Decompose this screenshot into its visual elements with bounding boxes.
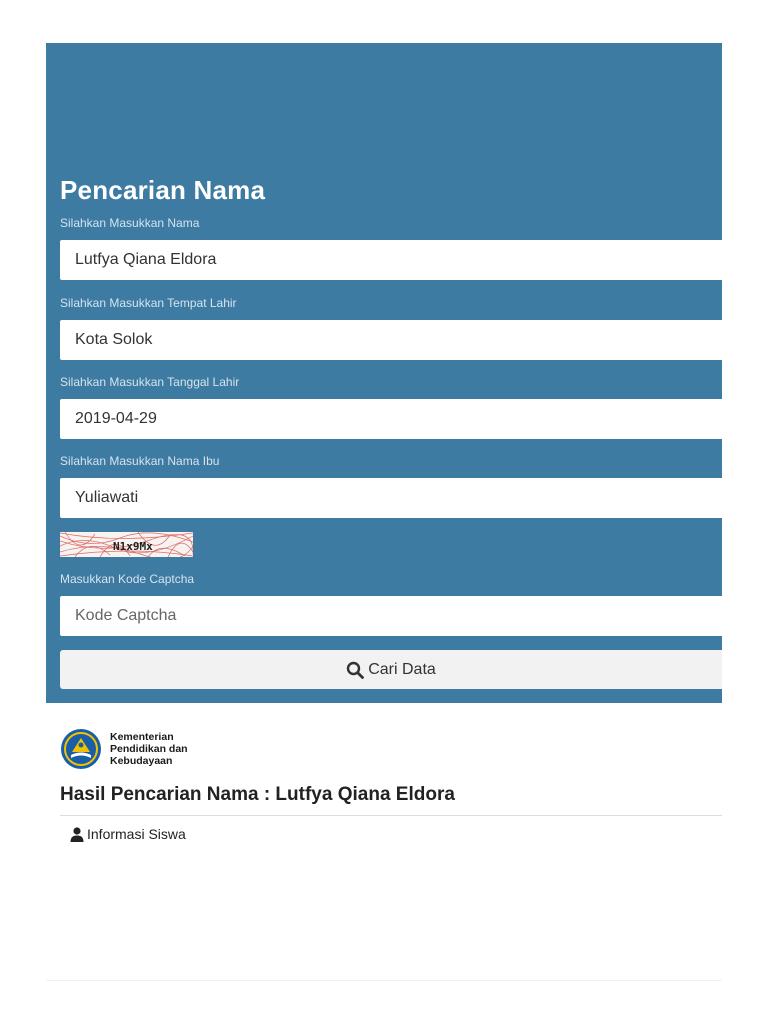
tab-label: Informasi Siswa	[87, 826, 186, 842]
footer-divider	[46, 980, 722, 981]
mother-name-input[interactable]	[60, 478, 722, 518]
captcha-text: N1x9Mx	[113, 540, 153, 553]
birthplace-label: Silahkan Masukkan Tempat Lahir	[60, 296, 237, 310]
result-title: Hasil Pencarian Nama : Lutfya Qiana Eldora	[60, 784, 455, 805]
ministry-name-line: Kementerian	[110, 731, 174, 743]
name-input[interactable]	[60, 240, 722, 280]
captcha-label: Masukkan Kode Captcha	[60, 572, 195, 586]
birthplace-input[interactable]	[60, 320, 722, 360]
user-icon	[70, 827, 84, 842]
ministry-name-line: Pendidikan dan	[110, 743, 188, 755]
captcha-image	[60, 532, 193, 557]
ministry-logo	[60, 728, 200, 770]
mother-name-label: Silahkan Masukkan Nama Ibu	[60, 454, 220, 468]
birthdate-input[interactable]	[60, 399, 722, 439]
search-button-label: Cari Data	[368, 660, 436, 678]
name-label: Silahkan Masukkan Nama	[60, 216, 200, 230]
kemendikbud-logo-icon	[60, 728, 102, 770]
birthdate-label: Silahkan Masukkan Tanggal Lahir	[60, 375, 240, 389]
result-divider	[60, 815, 722, 816]
search-icon	[346, 661, 364, 679]
search-panel	[46, 43, 722, 703]
search-button[interactable]	[60, 650, 722, 689]
ministry-name-line: Kebudayaan	[110, 755, 173, 767]
tab-informasi-siswa[interactable]	[70, 826, 186, 842]
captcha-input[interactable]	[60, 596, 722, 636]
ministry-name	[110, 731, 200, 767]
page-title: Pencarian Nama	[60, 175, 266, 205]
